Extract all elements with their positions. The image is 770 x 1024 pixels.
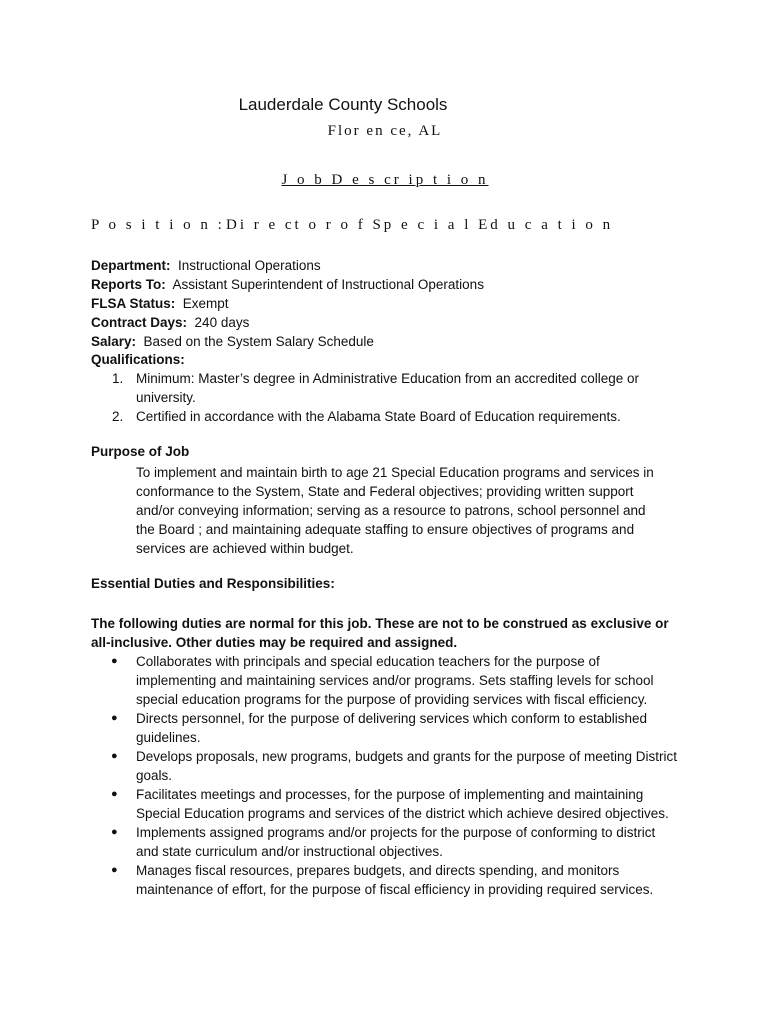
list-item-text: Certified in accordance with the Alabama State Board of Education requirements.	[136, 409, 621, 424]
list-item	[91, 747, 681, 785]
list-item	[91, 652, 681, 709]
field-salary	[91, 332, 374, 351]
position-value: Di r e ct o r o f Sp e c i a l Ed u c a t i o n	[226, 217, 614, 233]
organization-name: Lauderdale County Schools	[238, 95, 448, 114]
field-contract-days	[91, 313, 249, 332]
field-reports-to	[91, 275, 484, 294]
field-value: Exempt	[182, 296, 229, 311]
field-label: FLSA Status:	[91, 296, 176, 311]
bullet-icon: ●	[111, 655, 118, 667]
duties-heading: Essential Duties and Responsibilities:	[91, 576, 335, 591]
field-value: Based on the System Salary Schedule	[143, 334, 374, 349]
purpose-heading: Purpose of Job	[91, 444, 190, 459]
field-department	[91, 256, 321, 275]
field-flsa-status	[91, 294, 229, 313]
duties-list	[91, 652, 681, 899]
qualifications-list	[91, 369, 691, 426]
bullet-icon: ●	[111, 826, 118, 838]
field-value: Instructional Operations	[178, 258, 321, 273]
list-item-text: Directs personnel, for the purpose of delivering services which conform to established guidelines.	[136, 711, 648, 745]
list-item	[91, 407, 691, 426]
list-item-text: Manages fiscal resources, prepares budgets, and directs spending, and monitors maintenance of effort, for the purpose of fiscal efficiency in providing required services.	[136, 863, 654, 897]
field-value: Assistant Superintendent of Instructional Operations	[172, 277, 484, 292]
qualifications-label: Qualifications:	[91, 352, 185, 367]
position-label: P o s i t i o n :	[91, 217, 225, 233]
list-item-text: Collaborates with principals and special education teachers for the purpose of implementing and maintaining services and/or programs. Sets staffing levels for school special education programs for the purpose of providing services with fiscal efficiency.	[136, 654, 654, 707]
list-item-text: Develops proposals, new programs, budgets and grants for the purpose of meeting District goals.	[136, 749, 678, 783]
duties-intro: The following duties are normal for this job. These are not to be construed as exclusive or all-inclusive. Other duties may be required and assigned.	[91, 616, 669, 650]
field-label: Salary:	[91, 334, 137, 349]
field-label: Department:	[91, 258, 171, 273]
field-label: Reports To:	[91, 277, 166, 292]
bullet-icon: ●	[111, 712, 118, 724]
field-label: Contract Days:	[91, 315, 188, 330]
document-heading: J o b D e s cr ip t i o n	[281, 172, 489, 188]
list-item	[91, 709, 681, 747]
purpose-text: To implement and maintain birth to age 21 Special Education programs and services in conformance to the System, State and Federal objectives; providing written support and/or conveying information; serving as a resource to patrons, school personnel and the Board ; and maintaining adequate staffing to ensure objectives of programs and services are achieved within budget.	[136, 465, 654, 556]
list-item	[91, 785, 681, 823]
bullet-icon: ●	[111, 864, 118, 876]
list-item-text: Minimum: Master’s degree in Administrative Education from an accredited college or university.	[136, 371, 639, 405]
bullet-icon: ●	[111, 788, 118, 800]
list-item	[91, 369, 691, 407]
list-item-text: Implements assigned programs and/or projects for the purpose of conforming to district and state curriculum and/or instructional objectives.	[136, 825, 656, 859]
list-number: 2.	[112, 409, 124, 424]
list-item-text: Facilitates meetings and processes, for the purpose of implementing and maintaining Special Education programs and services of the district which achieve desired objectives.	[136, 787, 669, 821]
field-value: 240 days	[194, 315, 250, 330]
bullet-icon: ●	[111, 750, 118, 762]
organization-city: Flor en ce, AL	[327, 123, 443, 139]
list-number: 1.	[112, 371, 124, 386]
list-item	[91, 861, 681, 899]
list-item	[91, 823, 681, 861]
